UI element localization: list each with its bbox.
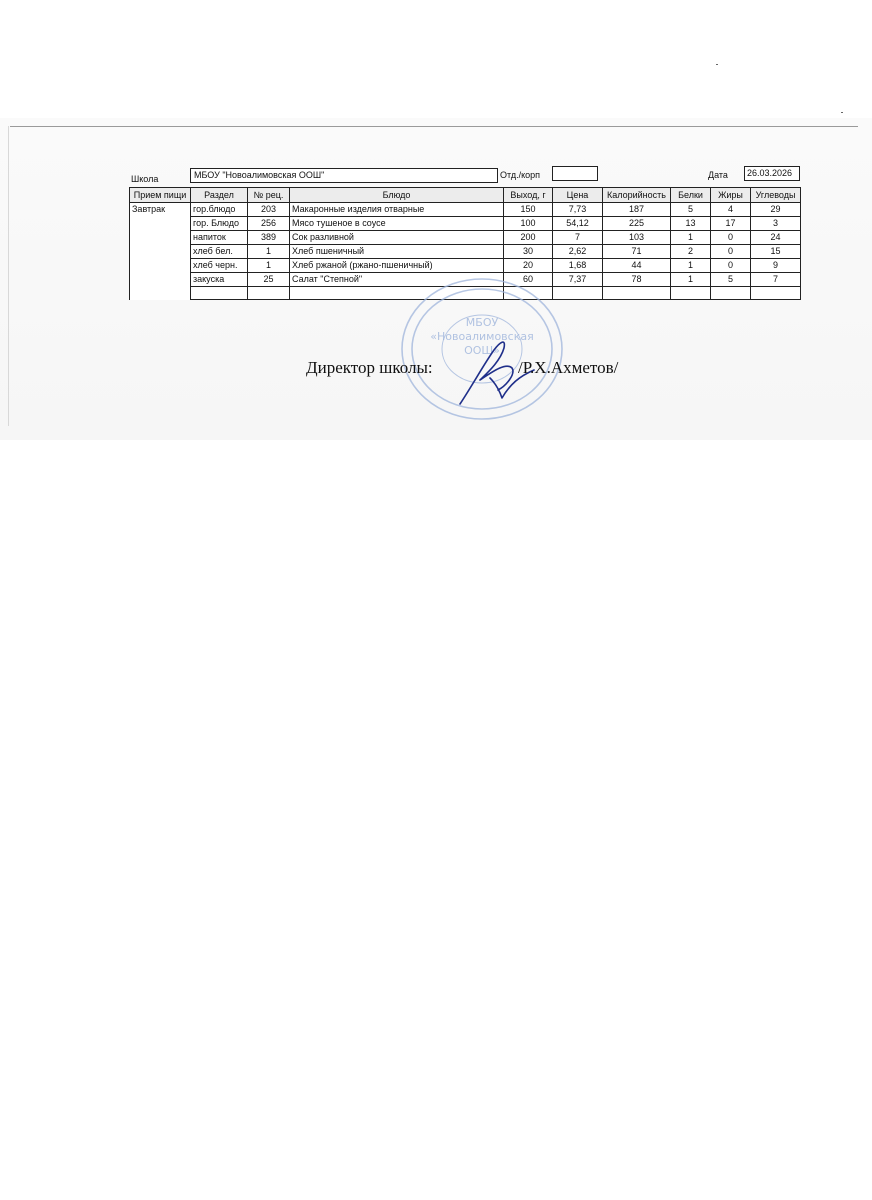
scan-edge xyxy=(8,126,9,426)
empty-cell xyxy=(751,287,801,300)
col-header-calories: Калорийность xyxy=(603,188,671,203)
carbs-cell: 29 xyxy=(751,203,801,217)
calories-cell: 187 xyxy=(603,203,671,217)
fats-cell: 17 xyxy=(711,217,751,231)
calories-cell: 44 xyxy=(603,259,671,273)
fats-cell: 5 xyxy=(711,273,751,287)
col-header-recipe: № рец. xyxy=(248,188,290,203)
calories-cell: 103 xyxy=(603,231,671,245)
director-name: /Р.Х.Ахметов/ xyxy=(518,358,619,377)
meal-cell: Завтрак xyxy=(130,203,191,300)
scan-speck xyxy=(841,112,843,113)
dish-cell: Хлеб ржаной (ржано-пшеничный) xyxy=(290,259,504,273)
carbs-cell: 24 xyxy=(751,231,801,245)
carbs-cell: 7 xyxy=(751,273,801,287)
price-cell: 7,73 xyxy=(553,203,603,217)
proteins-cell: 1 xyxy=(671,231,711,245)
table-row xyxy=(130,245,801,259)
scan-speck xyxy=(716,64,718,65)
date-field: 26.03.2026 xyxy=(744,166,800,181)
price-cell: 1,68 xyxy=(553,259,603,273)
output-cell: 150 xyxy=(504,203,553,217)
section-cell: закуска xyxy=(191,273,248,287)
output-cell: 100 xyxy=(504,217,553,231)
col-header-fats: Жиры xyxy=(711,188,751,203)
output-cell: 200 xyxy=(504,231,553,245)
empty-cell xyxy=(711,287,751,300)
table-row xyxy=(130,203,801,217)
output-cell: 30 xyxy=(504,245,553,259)
calories-cell: 71 xyxy=(603,245,671,259)
dish-cell: Макаронные изделия отварные xyxy=(290,203,504,217)
school-label: Школа xyxy=(131,174,159,184)
col-header-meal: Прием пищи xyxy=(130,188,191,203)
empty-cell xyxy=(191,287,248,300)
fats-cell: 4 xyxy=(711,203,751,217)
price-cell: 54,12 xyxy=(553,217,603,231)
dish-cell: Мясо тушеное в соусе xyxy=(290,217,504,231)
price-cell: 7,37 xyxy=(553,273,603,287)
price-cell: 2,62 xyxy=(553,245,603,259)
recipe-cell: 25 xyxy=(248,273,290,287)
proteins-cell: 5 xyxy=(671,203,711,217)
output-cell: 60 xyxy=(504,273,553,287)
fats-cell: 0 xyxy=(711,231,751,245)
col-header-carbs: Углеводы xyxy=(751,188,801,203)
empty-cell xyxy=(248,287,290,300)
section-cell: хлеб бел. xyxy=(191,245,248,259)
recipe-cell: 203 xyxy=(248,203,290,217)
stamp-line: МБОУ xyxy=(465,316,499,329)
section-cell: хлеб черн. xyxy=(191,259,248,273)
proteins-cell: 1 xyxy=(671,273,711,287)
dish-cell: Хлеб пшеничный xyxy=(290,245,504,259)
col-header-dish: Блюдо xyxy=(290,188,504,203)
recipe-cell: 1 xyxy=(248,259,290,273)
stamp-line: ООШ» xyxy=(464,344,500,357)
empty-cell xyxy=(603,287,671,300)
section-cell: гор. Блюдо xyxy=(191,217,248,231)
output-cell: 20 xyxy=(504,259,553,273)
school-name-field: МБОУ "Новоалимовская ООШ" xyxy=(190,168,498,183)
empty-cell xyxy=(671,287,711,300)
recipe-cell: 1 xyxy=(248,245,290,259)
date-label: Дата xyxy=(708,170,728,180)
table-row xyxy=(130,217,801,231)
col-header-price: Цена xyxy=(553,188,603,203)
col-header-section: Раздел xyxy=(191,188,248,203)
section-cell: напиток xyxy=(191,231,248,245)
calories-cell: 78 xyxy=(603,273,671,287)
price-cell: 7 xyxy=(553,231,603,245)
recipe-cell: 256 xyxy=(248,217,290,231)
fats-cell: 0 xyxy=(711,259,751,273)
table-header-row xyxy=(130,188,801,203)
proteins-cell: 2 xyxy=(671,245,711,259)
table-row xyxy=(130,259,801,273)
col-header-proteins: Белки xyxy=(671,188,711,203)
scan-border-line xyxy=(10,126,858,127)
table-row xyxy=(130,231,801,245)
section-cell: гор.блюдо xyxy=(191,203,248,217)
dept-label: Отд./корп xyxy=(500,170,540,180)
fats-cell: 0 xyxy=(711,245,751,259)
director-title: Директор школы: xyxy=(306,358,433,377)
proteins-cell: 1 xyxy=(671,259,711,273)
calories-cell: 225 xyxy=(603,217,671,231)
col-header-output: Выход, г xyxy=(504,188,553,203)
dish-cell: Салат "Степной" xyxy=(290,273,504,287)
carbs-cell: 9 xyxy=(751,259,801,273)
recipe-cell: 389 xyxy=(248,231,290,245)
dish-cell: Сок разливной xyxy=(290,231,504,245)
dept-field xyxy=(552,166,598,181)
carbs-cell: 3 xyxy=(751,217,801,231)
carbs-cell: 15 xyxy=(751,245,801,259)
proteins-cell: 13 xyxy=(671,217,711,231)
stamp-line: «Новоалимовская xyxy=(430,330,534,343)
